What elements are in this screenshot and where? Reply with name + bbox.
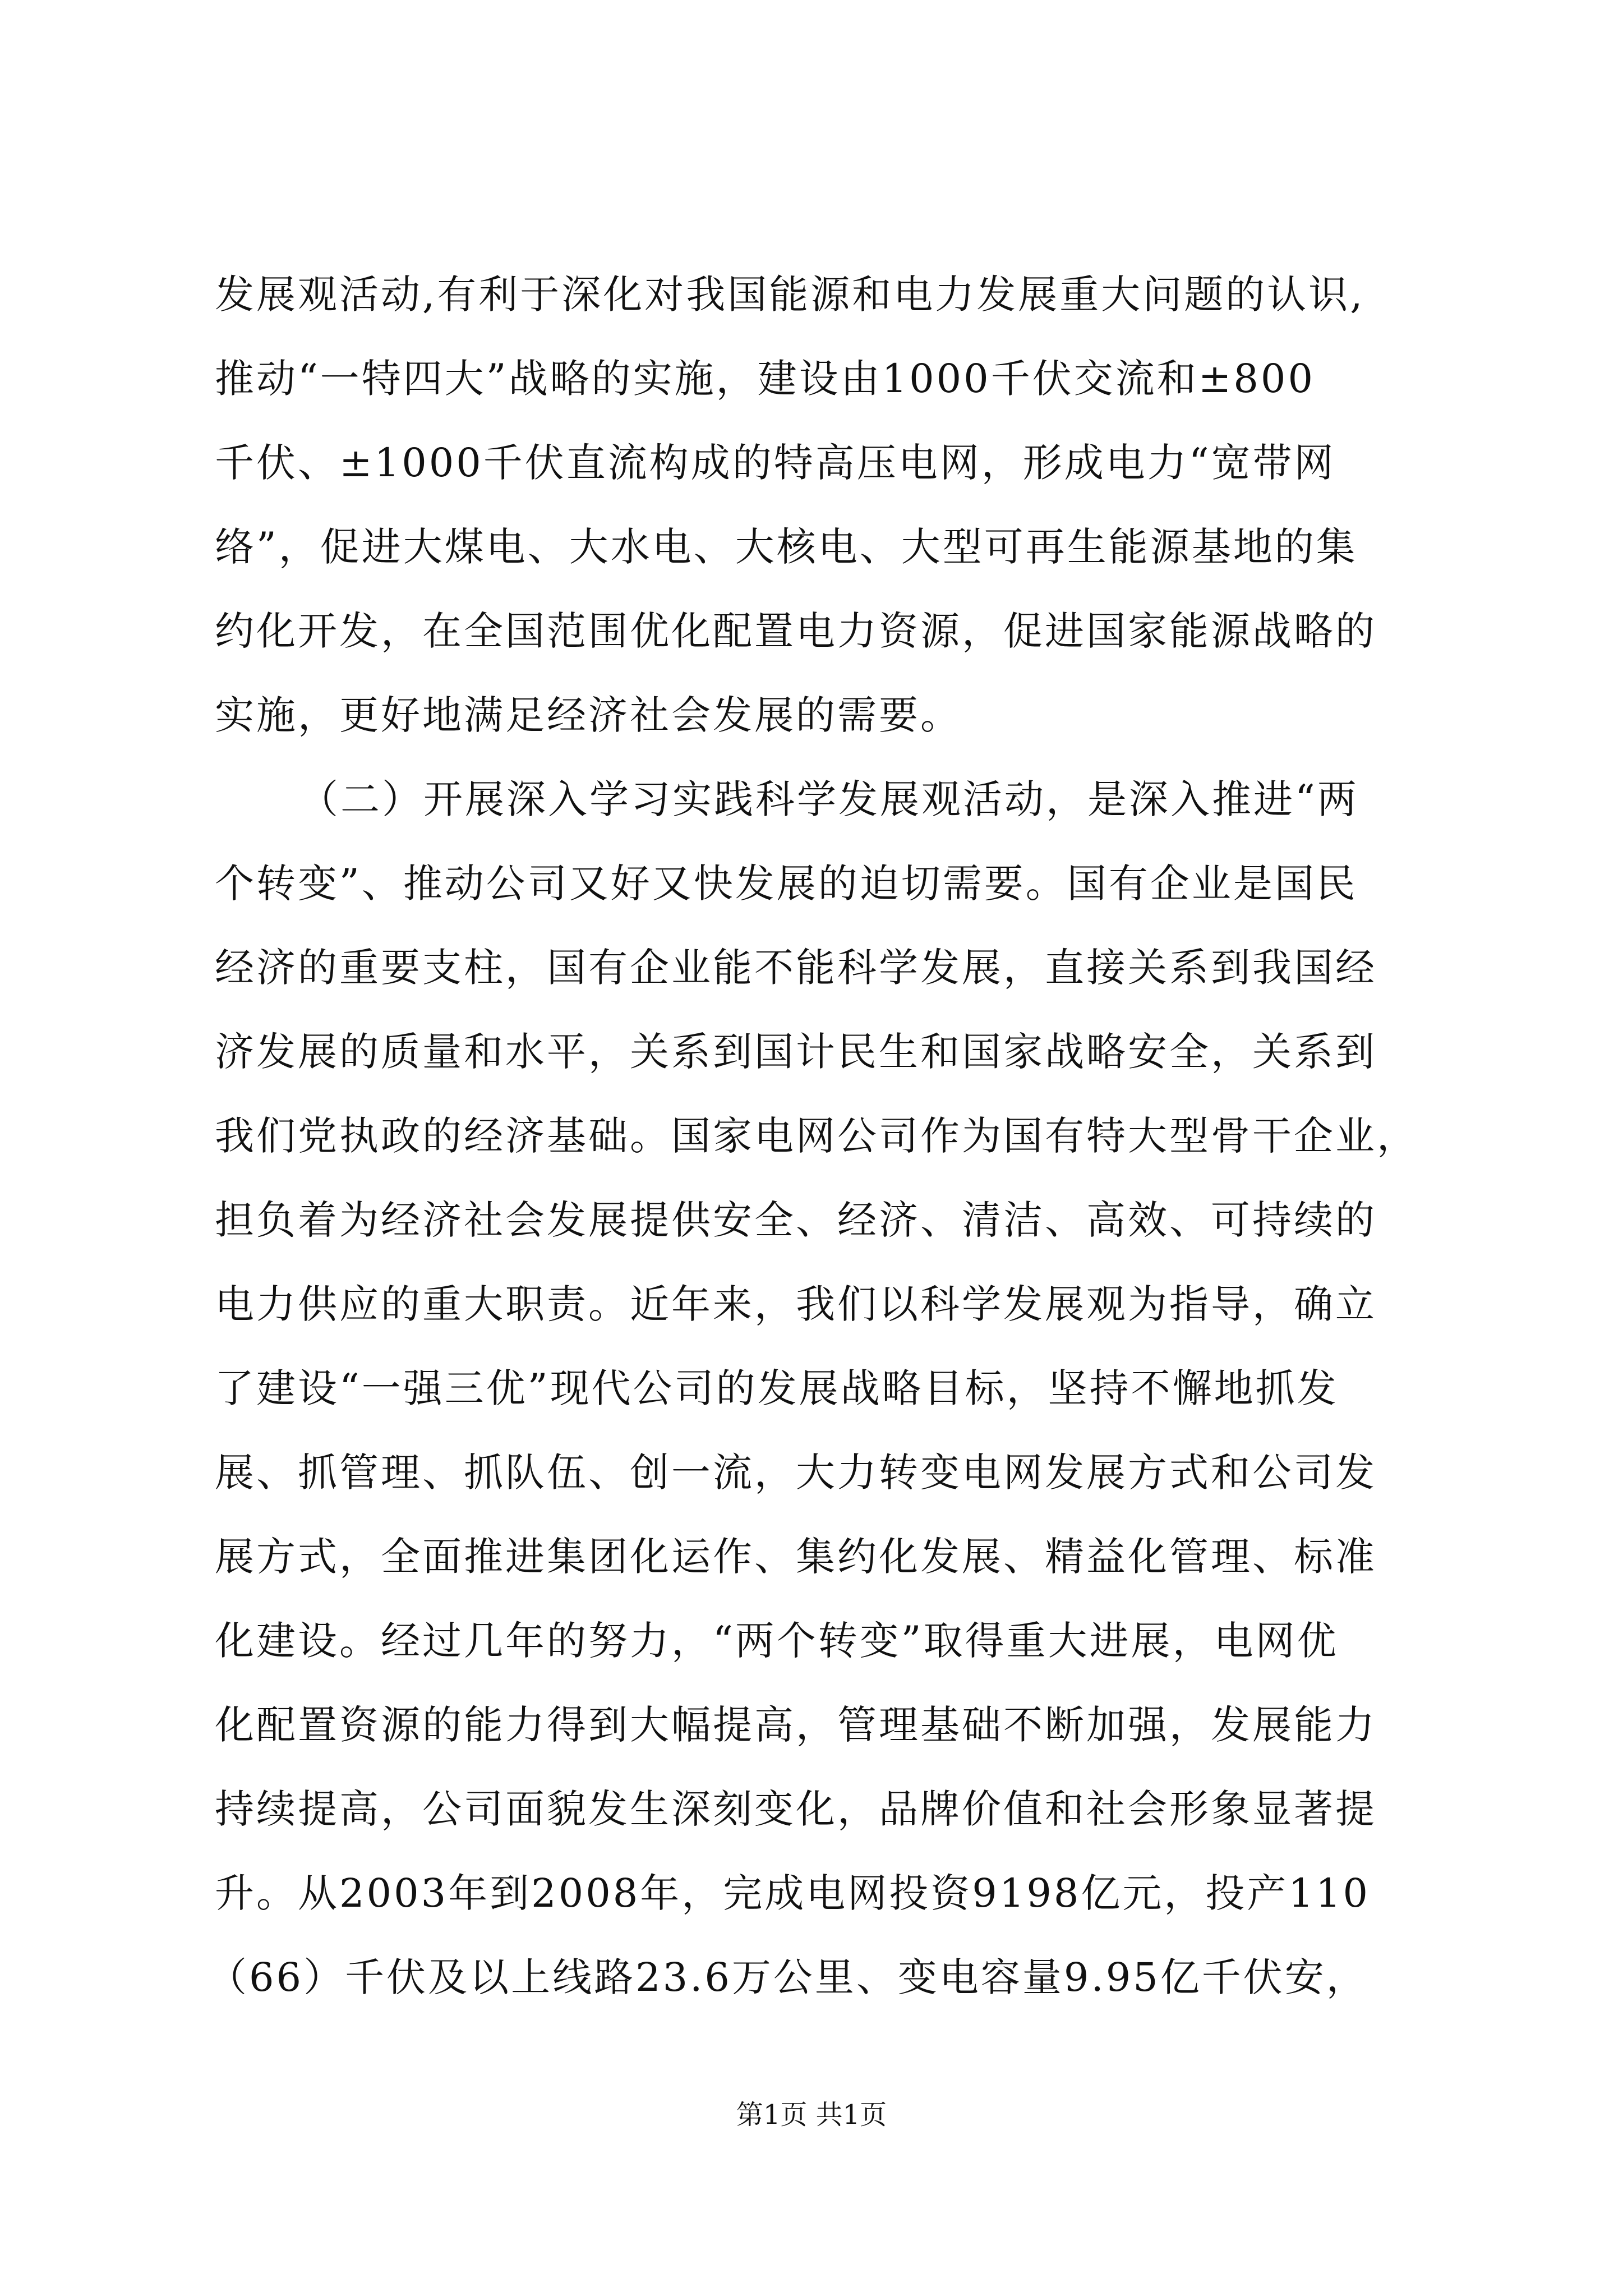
body-text-line-8: 个转变”、推动公司又好又快发展的迫切需要。国有企业是国民 xyxy=(215,861,1358,907)
body-text-line-1: 发展观活动,有利于深化对我国能源和电力发展重大问题的认识, xyxy=(215,272,1365,318)
body-text-line-9: 经济的重要支柱，国有企业能不能科学发展，直接关系到我国经 xyxy=(215,945,1377,991)
body-text-line-17: 化建设。经过几年的努力，“两个转变”取得重大进展，电网优 xyxy=(215,1618,1339,1664)
body-text-line-18: 化配置资源的能力得到大幅提高，管理基础不断加强，发展能力 xyxy=(215,1702,1377,1748)
body-text-line-21: （66）千伏及以上线路23.6万公里、变电容量9.95亿千伏安， xyxy=(208,1954,1368,2000)
body-text-line-10: 济发展的质量和水平，关系到国计民生和国家战略安全，关系到 xyxy=(215,1029,1377,1075)
body-text-line-16: 展方式，全面推进集团化运作、集约化发展、精益化管理、标准 xyxy=(215,1534,1377,1580)
body-text-line-5: 约化开发，在全国范围优化配置电力资源，促进国家能源战略的 xyxy=(215,608,1377,654)
page-footer: 第1页 共1页 xyxy=(736,2099,887,2131)
body-text-line-2: 推动“一特四大”战略的实施，建设由1000千伏交流和±800 xyxy=(215,356,1315,402)
paragraph-heading-line: （二）开展深入学习实践科学发展观活动，是深入推进“两 xyxy=(299,776,1359,822)
body-text-line-6: 实施，更好地满足经济社会发展的需要。 xyxy=(215,692,962,738)
body-text-line-14: 了建设“一强三优”现代公司的发展战略目标，坚持不懈地抓发 xyxy=(215,1365,1339,1411)
body-text-line-19: 持续提高，公司面貌发生深刻变化，品牌价值和社会形象显著提 xyxy=(215,1786,1377,1832)
body-text-line-3: 千伏、±1000千伏直流构成的特高压电网，形成电力“宽带网 xyxy=(215,440,1336,486)
body-text-line-4: 络”，促进大煤电、大水电、大核电、大型可再生能源基地的集 xyxy=(215,524,1358,570)
body-text-line-13: 电力供应的重大职责。近年来，我们以科学发展观为指导，确立 xyxy=(215,1281,1377,1327)
body-text-line-12: 担负着为经济社会发展提供安全、经济、清洁、高效、可持续的 xyxy=(215,1197,1377,1243)
body-text-line-20: 升。从2003年到2008年，完成电网投资9198亿元，投产110 xyxy=(215,1870,1371,1916)
body-text-line-11: 我们党执政的经济基础。国家电网公司作为国有特大型骨干企业， xyxy=(215,1113,1418,1159)
body-text-line-15: 展、抓管理、抓队伍、创一流，大力转变电网发展方式和公司发 xyxy=(215,1450,1377,1496)
